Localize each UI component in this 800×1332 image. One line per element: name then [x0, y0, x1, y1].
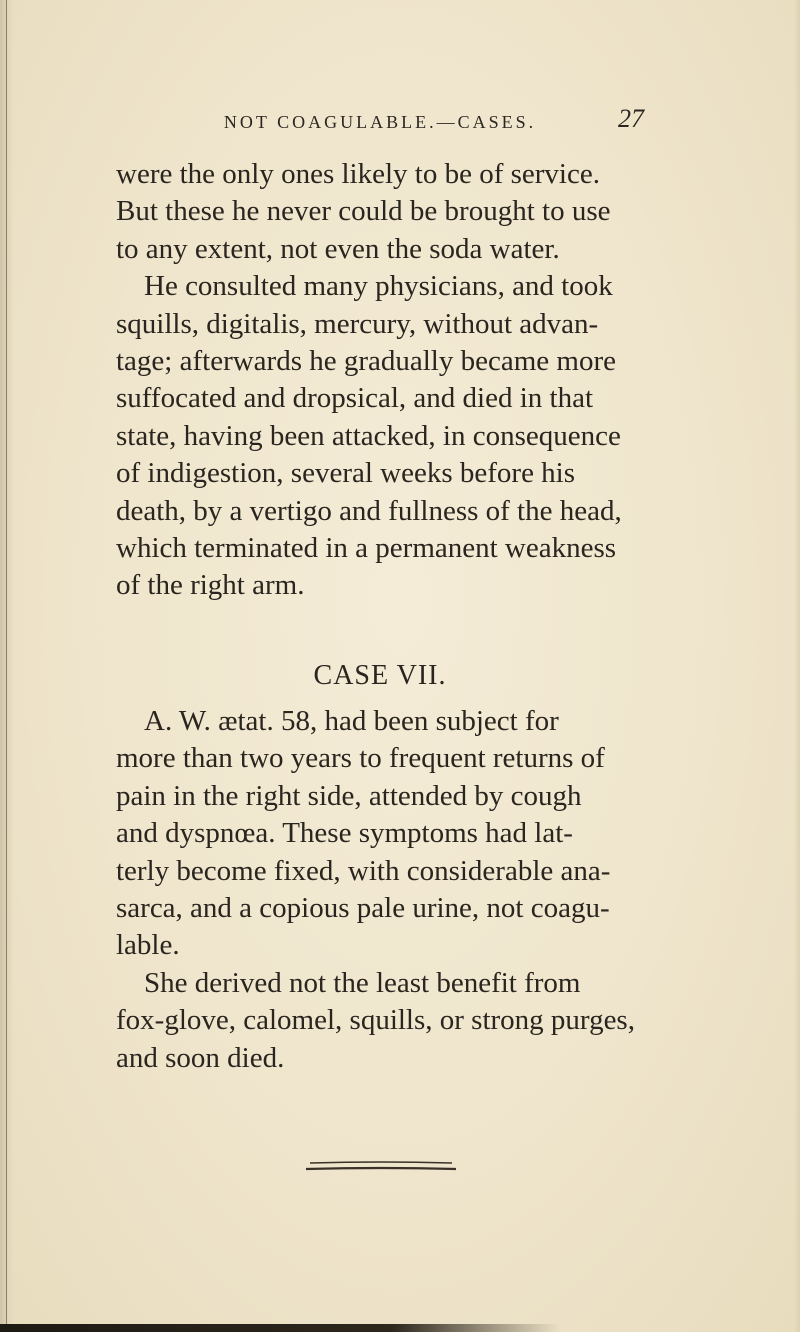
text-line: death, by a vertigo and fullness of the head,	[116, 494, 622, 527]
case-heading-text: CASE VII.	[313, 660, 447, 691]
text-line: lable.	[116, 929, 180, 962]
text-line: But these he never could be brought to use	[116, 195, 611, 228]
text-line: and dyspnœa. These symptoms had lat-	[116, 817, 573, 850]
text-line: of the right arm.	[116, 569, 305, 602]
page-number: 27	[618, 104, 644, 133]
text-line: were the only ones likely to be of service.	[116, 158, 600, 190]
text-line: and soon died.	[116, 1041, 285, 1074]
page-bottom-edge	[0, 1324, 560, 1332]
text-line: pain in the right side, attended by cough	[116, 779, 582, 812]
text-line: A. W. ætat. 58, had been subject for	[144, 705, 559, 737]
text-line: state, having been attacked, in consequence	[116, 419, 621, 452]
text-line: which terminated in a permanent weakness	[116, 532, 617, 565]
text-line: tage; afterwards he gradually became more	[116, 345, 616, 378]
body-text-top	[116, 156, 696, 605]
text-line: of indigestion, several weeks before his	[116, 457, 576, 490]
text-line: She derived not the least benefit from	[144, 966, 581, 999]
text-line: to any extent, not even the soda water.	[116, 232, 560, 265]
running-head-title: NOT COAGULABLE.—CASES.	[223, 112, 537, 132]
body-text-bottom	[116, 703, 696, 1077]
text-line: squills, digitalis, mercury, without advan-	[116, 307, 599, 340]
case-heading	[0, 660, 800, 692]
text-line: sarca, and a copious pale urine, not coagu-	[116, 892, 610, 925]
text-line: fox-glove, calomel, squills, or strong purges,	[116, 1004, 635, 1037]
text-line: more than two years to frequent returns of	[116, 742, 605, 775]
running-head	[0, 102, 800, 142]
double-rule-ornament	[306, 1160, 456, 1172]
text-line: suffocated and dropsical, and died in that	[116, 382, 594, 415]
text-line: He consulted many physicians, and took	[144, 270, 613, 303]
text-line: terly become fixed, with considerable ana-	[116, 854, 611, 887]
